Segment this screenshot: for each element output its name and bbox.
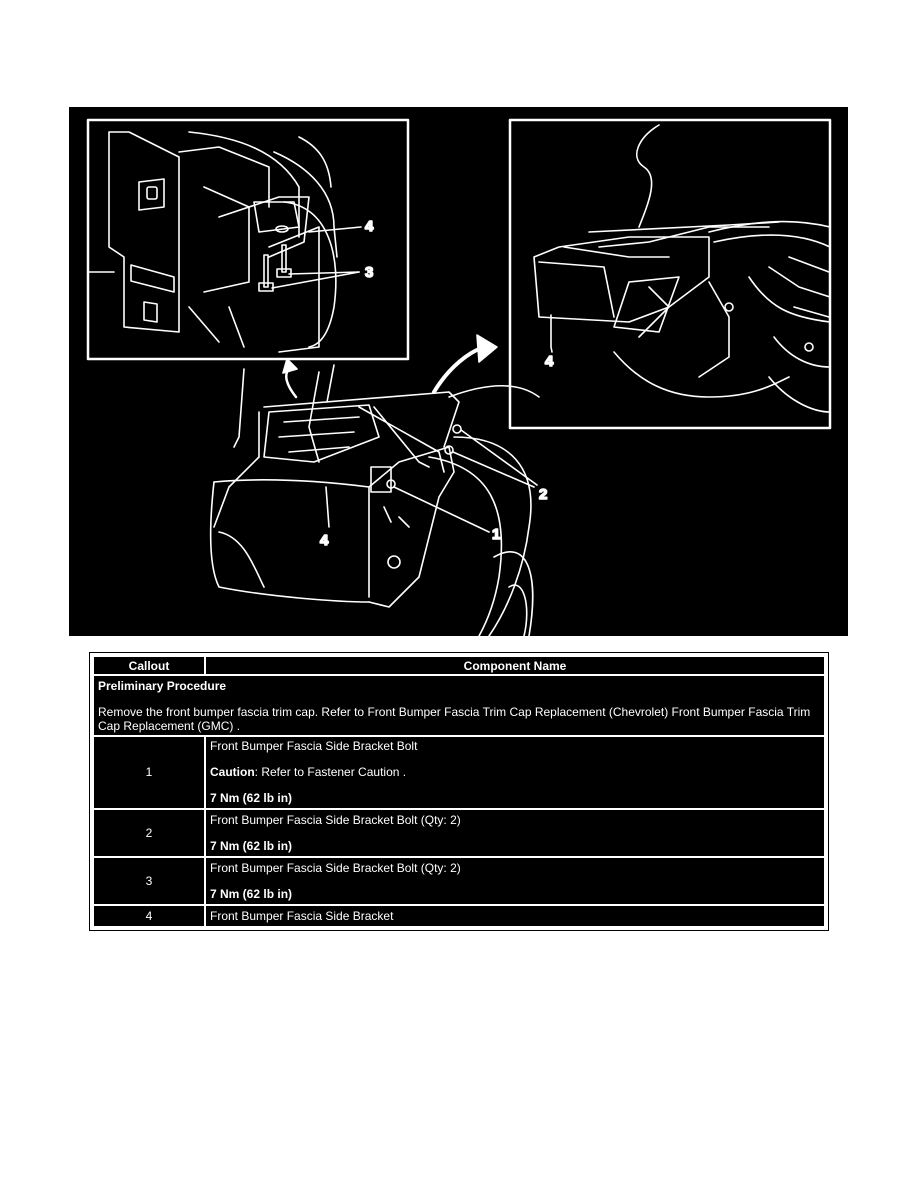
illustration	[69, 107, 848, 636]
component-cell	[206, 737, 824, 807]
callout-1: 1	[492, 526, 501, 543]
component-cell	[206, 858, 824, 904]
callout-number: 3	[94, 858, 204, 904]
callout-number: 2	[94, 810, 204, 856]
torque-spec: 7 Nm (62 lb in)	[210, 886, 293, 901]
callout-4-top: 4	[365, 218, 374, 235]
component-name: Front Bumper Fascia Side Bracket	[210, 908, 394, 923]
component-name: Front Bumper Fascia Side Bracket Bolt (Qty: 2)	[210, 860, 461, 875]
arrow-to-right-inset	[434, 347, 484, 392]
callout-number: 4	[94, 906, 204, 926]
inset-fascia-detail	[510, 120, 830, 428]
preliminary-procedure-cell	[94, 676, 824, 735]
preliminary-procedure-title: Preliminary Procedure	[98, 678, 227, 693]
caution-note	[210, 765, 820, 779]
bumper-diagram	[69, 107, 848, 636]
component-name: Front Bumper Fascia Side Bracket Bolt	[210, 739, 418, 754]
callout-table	[92, 655, 826, 928]
callout-4-main: 4	[320, 532, 329, 549]
caution-label: Caution	[210, 765, 255, 780]
component-name: Front Bumper Fascia Side Bracket Bolt (Qty: 2)	[210, 812, 461, 827]
inset-bracket-detail	[88, 120, 408, 359]
header-callout: Callout	[94, 657, 204, 674]
table-row	[94, 858, 824, 904]
table-row	[94, 906, 824, 926]
caution-text: : Refer to Fastener Caution .	[254, 765, 407, 780]
torque-spec: 7 Nm (62 lb in)	[210, 791, 293, 806]
table-header-row	[94, 657, 824, 674]
component-cell	[206, 906, 824, 926]
main-vehicle-view	[211, 365, 539, 636]
callout-4-right: 4	[545, 353, 554, 370]
torque-spec: 7 Nm (62 lb in)	[210, 838, 293, 853]
callout-table-frame	[89, 652, 829, 931]
preliminary-procedure-text: Remove the front bumper fascia trim cap. Refer to Front Bumper Fascia Trim Cap Replacement (Chevrolet) Front Bumper Fascia Trim Cap Replacement (GMC) .	[98, 704, 811, 733]
callout-3: 3	[365, 264, 374, 281]
preliminary-procedure-row	[94, 676, 824, 735]
component-cell	[206, 810, 824, 856]
callout-2: 2	[539, 486, 548, 503]
header-component-name: Component Name	[206, 657, 824, 674]
table-row	[94, 810, 824, 856]
callout-number: 1	[94, 737, 204, 807]
table-row	[94, 737, 824, 807]
